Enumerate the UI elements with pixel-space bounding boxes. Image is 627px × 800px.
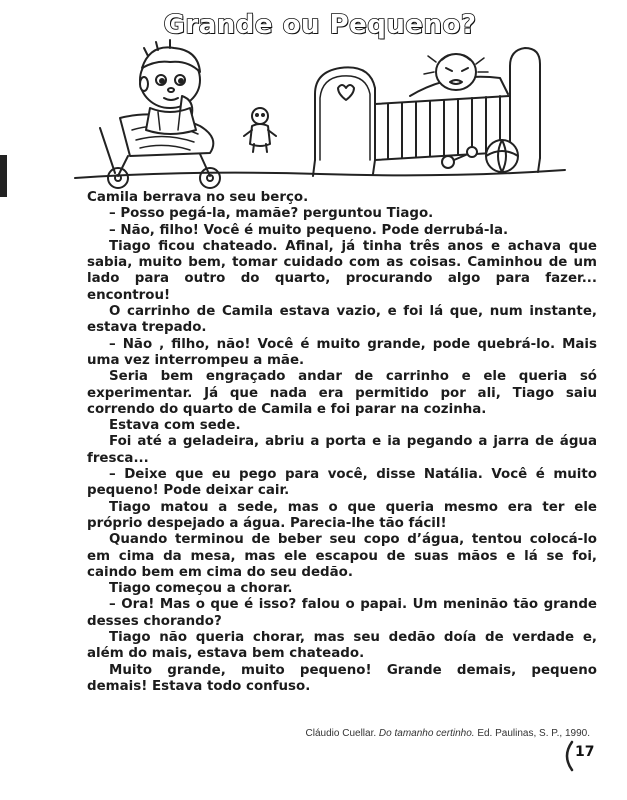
paragraph: Estava com sede. xyxy=(109,418,241,434)
paragraph: – Não , filho, não! Você é muito grande, pode quebrá-lo. Mais uma vez interrompeu a mãe. xyxy=(87,336,597,368)
ball-drawing xyxy=(486,140,518,172)
paragraph: Seria bem engraçado andar de carrinho e ele queria só experimentar. Já que nada era permitido por ali, Tiago saiu correndo do quarto de Camila e foi parar na cozinha. xyxy=(87,369,597,417)
paragraph: – Ora! Mas o que é isso? falou o papai. Um meninão tão grande desses chorando? xyxy=(87,597,597,629)
toy-doll-drawing xyxy=(244,108,276,152)
paragraph: Tiago não queria chorar, mas seu dedão doía de verdade e, além do mais, estava bem chateado. xyxy=(87,630,597,662)
boy-drawing xyxy=(140,40,200,134)
page-title: Grande ou Pequeno? xyxy=(163,10,477,40)
story-text xyxy=(87,190,597,695)
page-edge-mark xyxy=(0,155,7,197)
credit-work-title: Do tamanho certinho. xyxy=(378,728,475,739)
paragraph: Foi até a geladeira, abriu a porta e ia pegando a jarra de água fresca... xyxy=(87,434,597,466)
paragraph: – Posso pegá-la, mamãe? perguntou Tiago. xyxy=(109,206,434,222)
illustration-boy-stroller-crib xyxy=(70,38,570,190)
credit-author: Cláudio Cuellar. xyxy=(305,728,377,739)
page-number: 17 xyxy=(575,744,595,760)
rattle-drawing xyxy=(442,147,477,168)
paragraph: Tiago ficou chateado. Afinal, já tinha três anos e achava que sabia, muito bem, tomar cuidado com as coisas. Caminhou de um lado para outro do quarto, procurando algo para fazer... encontrou! xyxy=(87,238,597,303)
source-credit xyxy=(280,728,590,739)
paragraph: O carrinho de Camila estava vazio, e foi lá que, num instante, estava trepado. xyxy=(87,304,597,336)
paragraph: Tiago matou a sede, mas o que queria mesmo era ter ele próprio despejado a água. Parecia-lhe tão fácil! xyxy=(87,499,597,531)
paragraph: – Deixe que eu pego para você, disse Natália. Você é muito pequeno! Pode deixar cair. xyxy=(87,467,597,499)
paragraph: – Não, filho! Você é muito pequeno. Pode derrubá-la. xyxy=(109,222,509,238)
paragraph: Muito grande, muito pequeno! Grande demais, pequeno demais! Estava todo confuso. xyxy=(87,662,597,694)
paragraph: Tiago começou a chorar. xyxy=(109,581,293,597)
paragraph: Camila berrava no seu berço. xyxy=(87,190,309,205)
paragraph: Quando terminou de beber seu copo d’água, tentou colocá-lo em cima da mesa, mas ele escapou de suas mãos e lá se foi, caindo bem em cima do seu dedão. xyxy=(87,532,597,580)
credit-publisher: Ed. Paulinas, S. P., 1990. xyxy=(477,728,590,739)
